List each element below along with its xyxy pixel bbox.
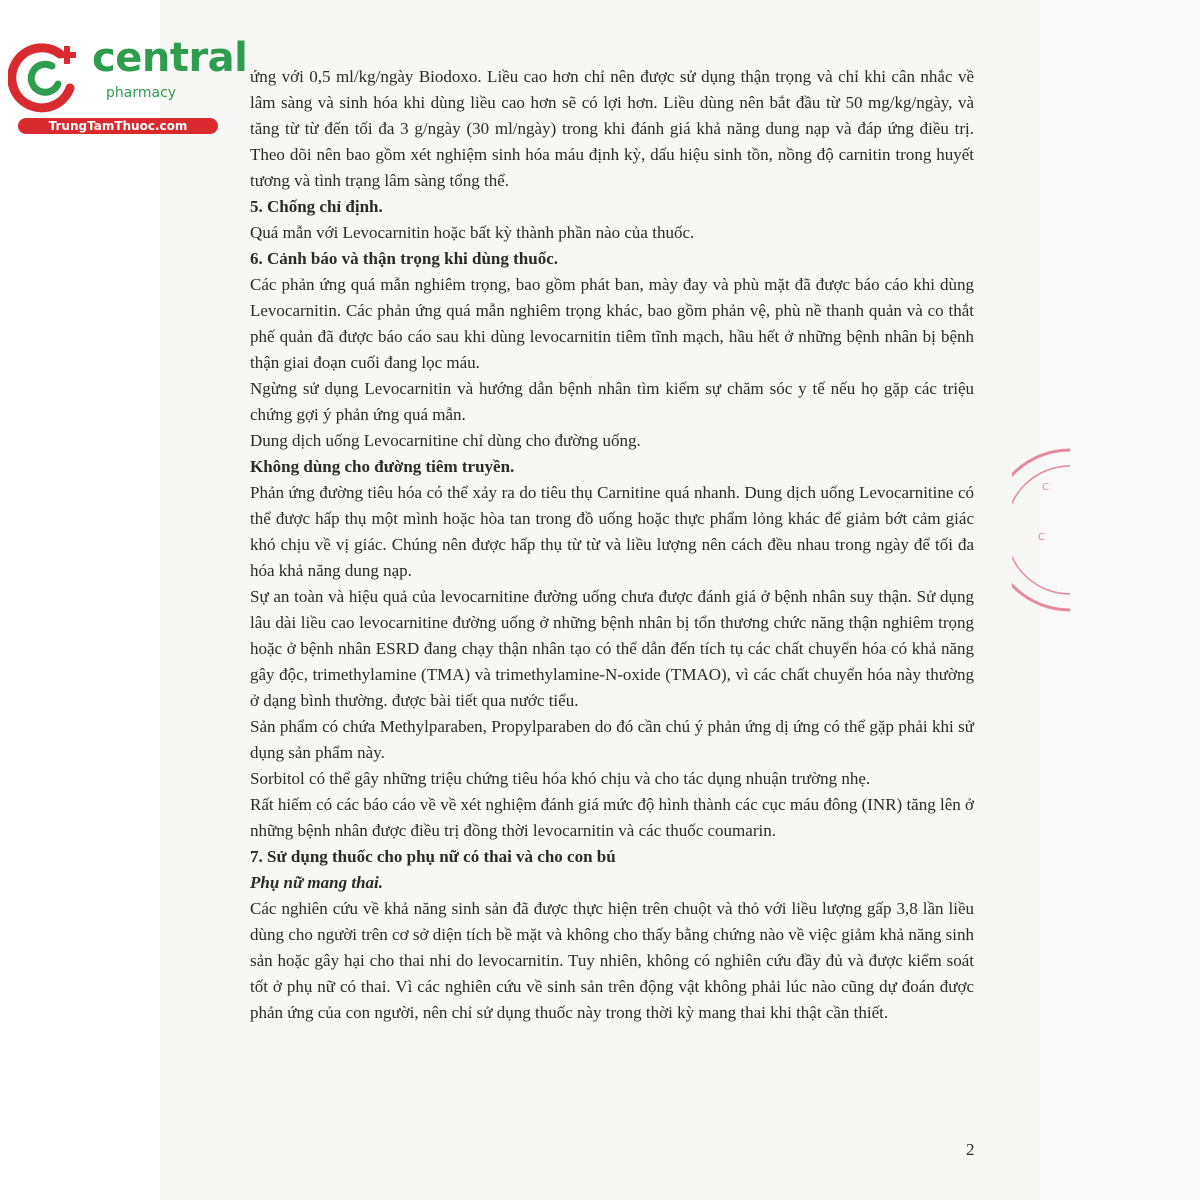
svg-text:C: C — [1042, 482, 1049, 493]
paragraph-inr: Rất hiếm có các báo cáo về về xét nghiệm đánh giá mức độ hình thành các cục máu đông (INR) tăng lên ở những bệnh nhân được điều trị đồng thời levocarnitin và các thuốc coumarin. — [250, 795, 974, 840]
page-number: 2 — [966, 1140, 975, 1159]
heading-warnings: 6. Cảnh báo và thận trọng khi dùng thuốc. — [250, 249, 558, 268]
central-pharmacy-logo[interactable] — [8, 35, 248, 136]
paragraph-warnings-1: Các phản ứng quá mẫn nghiêm trọng, bao gồm phát ban, mày đay và phù mặt đã được báo cáo khi dùng Levocarnitin. Các phản ứng quá mẫn nghiêm trọng khác, bao gồm phản vệ, phù nề thanh quản và co thắt phế quản đã được báo cáo sau khi dùng levocarnitin tiêm tĩnh mạch, hầu hết ở những bệnh nhân bị bệnh thận giai đoạn cuối đang lọc máu. — [250, 275, 974, 372]
partial-stamp-icon — [1012, 440, 1072, 620]
paragraph-renal-safety: Sự an toàn và hiệu quả của levocarnitine đường uống chưa được đánh giá ở bệnh nhân suy thận. Sử dụng lâu dài liều cao levocarnitine đường uống ở những bệnh nhân bị tổn thương chức năng thận nghiêm trọng hoặc ở bệnh nhân ESRD đang chạy thận nhân tạo có thể dẫn đến tích tụ các chất chuyển hóa có khả năng gây độc, trimethylamine (TMA) và trimethylamine-N-oxide (TMAO), vì các chất chuyển hóa này thường ở dạng bình thường. được bài tiết qua nước tiểu. — [250, 587, 974, 710]
heading-pregnancy-lactation: 7. Sử dụng thuốc cho phụ nữ có thai và cho con bú — [250, 847, 616, 866]
paragraph-hypersensitivity: Quá mẫn với Levocarnitin hoặc bất kỳ thành phần nào của thuốc. — [250, 223, 695, 242]
subheading-pregnancy: Phụ nữ mang thai. — [250, 873, 384, 892]
logo-url-badge[interactable]: TrungTamThuoc.com — [18, 118, 218, 134]
paragraph-dosage-continued: ứng với 0,5 ml/kg/ngày Biodoxo. Liều cao hơn chỉ nên được sử dụng thận trọng và chỉ khi cân nhắc về lâm sàng và sinh hóa khi dùng liều cao hơn sẽ có lợi hơn. Liều dùng nên bắt đầu từ 50 mg/kg/ngày, và tăng từ từ đến tối đa 3 g/ngày (30 ml/ngày) trong khi đánh giá khả năng dung nạp và đáp ứng điều trị. Theo dõi nên bao gồm xét nghiệm sinh hóa máu định kỳ, dấu hiệu sinh tồn, nồng độ carnitin trong huyết tương và tình trạng lâm sàng tổng thể. — [250, 67, 974, 190]
svg-text:C: C — [1038, 532, 1045, 543]
logo-name: central — [92, 35, 248, 81]
heading-not-for-injection: Không dùng cho đường tiêm truyền. — [250, 457, 515, 476]
paragraph-warnings-2: Ngừng sử dụng Levocarnitin và hướng dẫn bệnh nhân tìm kiếm sự chăm sóc y tế nếu họ gặp các triệu chứng gợi ý phản ứng quá mẫn. — [250, 379, 974, 424]
logo-subtitle: pharmacy — [106, 85, 177, 101]
paragraph-gi-reactions: Phản ứng đường tiêu hóa có thể xảy ra do tiêu thụ Carnitine quá nhanh. Dung dịch uống Levocarnitine có thể được hấp thụ một mình hoặc hòa tan trong đồ uống hoặc thực phẩm lỏng khác để giảm bớt cảm giác khó chịu về vị giác. Chúng nên được hấp thụ từ từ và liều lượng nên cách đều nhau trong ngày để tối đa hóa khả năng dung nạp. — [250, 483, 974, 580]
paragraph-sorbitol: Sorbitol có thể gây những triệu chứng tiêu hóa khó chịu và cho tác dụng nhuận trường nhẹ. — [250, 769, 871, 788]
paragraph-parabens: Sản phẩm có chứa Methylparaben, Propylparaben do đó cần chú ý phản ứng dị ứng có thể gặp phải khi sử dụng sản phẩm này. — [250, 717, 974, 762]
document-body — [250, 64, 974, 1026]
heading-contraindications: 5. Chống chỉ định. — [250, 197, 383, 216]
pharmacy-cross-logo-icon — [8, 36, 88, 116]
paragraph-pregnancy: Các nghiên cứu về khả năng sinh sản đã được thực hiện trên chuột và thỏ với liều lượng gấp 3,8 lần liều dùng cho người trên cơ sở diện tích bề mặt và không cho thấy bằng chứng nào về việc giảm khả năng sinh sản hoặc gây hại cho thai nhi do levocarnitin. Tuy nhiên, không có nghiên cứu đầy đủ và được kiểm soát tốt ở phụ nữ có thai. Vì các nghiên cứu về sinh sản trên động vật không phải lúc nào cũng dự đoán được phản ứng của con người, nên chỉ sử dụng thuốc này trong thời kỳ mang thai khi thật cần thiết. — [250, 899, 974, 1022]
paragraph-warnings-3: Dung dịch uống Levocarnitine chỉ dùng cho đường uống. — [250, 431, 641, 450]
left-margin — [0, 0, 160, 1200]
